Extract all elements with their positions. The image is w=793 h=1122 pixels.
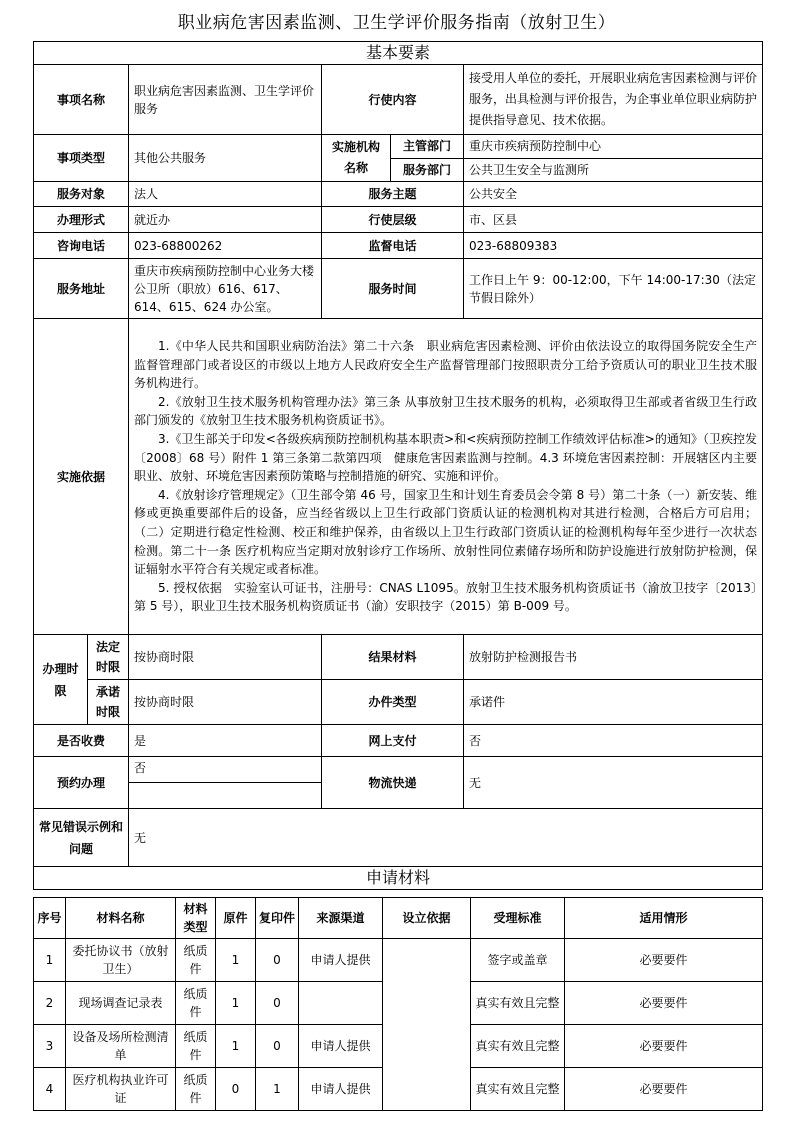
row-type: 纸质件 <box>176 1068 216 1111</box>
online-pay-value: 否 <box>464 725 763 757</box>
row-source: 申请人提供 <box>299 939 383 982</box>
faq-value: 无 <box>129 809 763 867</box>
theme-value: 公共安全 <box>464 182 763 207</box>
form-value: 就近办 <box>129 207 322 233</box>
basic-elements-table <box>33 41 763 890</box>
type-label: 事项类型 <box>34 135 129 182</box>
basis-item-4: 4.《放射诊疗管理规定》（卫生部令第 46 号，国家卫生和计划生育委员会令第 8 号）第二十条（一）新安装、维修或更换重要部件后的设备，应当经省级以上卫生行政部门资质认证的检测机构对其进行检测，合格后方可启用；（二）定期进行稳定性检测、校正和维护保养，由省级以上卫生行政部门资质认证的检测机构每年至少进行一次状态检测。第二十一条 医疗机构应当定期对放射诊疗工作场所、放射性同位素储存场所和防护设施进行放射防护检测，保证辐射水平符合有关规定或者标准。 <box>134 487 758 577</box>
sup-phone-label: 监督电话 <box>322 233 464 259</box>
basis-item-3: 3.《卫生部关于印发<各级疾病预防控制机构基本职责>和<疾病预防控制工作绩效评估标准>的通知》（卫疾控发〔2008〕68 号）附件 1 第三条第二款第四项 健康危害因素监测与控制。4.3 环境危害因素控制：开展辖区内主要职业、放射、环境危害因素预防策略与控制措施的研究、实施和评价。 <box>134 432 758 484</box>
dept-main-label: 主管部门 <box>391 135 464 159</box>
hours-value: 工作日上午 9：00-12:00，下午 14:00-17:30（法定节假日除外） <box>464 259 763 319</box>
form-label: 办理形式 <box>34 207 129 233</box>
row-original: 1 <box>216 1025 256 1068</box>
fee-label: 是否收费 <box>34 725 129 757</box>
row-case: 必要要件 <box>565 1068 763 1111</box>
faq-label: 常见错误示例和问题 <box>34 809 129 867</box>
header-source: 来源渠道 <box>299 898 383 939</box>
row-type: 纸质件 <box>176 982 216 1025</box>
type-value: 其他公共服务 <box>129 135 322 182</box>
row-no: 2 <box>34 982 66 1025</box>
materials-header-row <box>34 898 763 939</box>
dept-service-value: 公共卫生安全与监测所 <box>464 158 763 182</box>
hours-label: 服务时间 <box>322 259 464 319</box>
agency-label: 实施机构名称 <box>322 135 391 182</box>
doc-type-value: 承诺件 <box>464 680 763 725</box>
basis-text <box>129 319 763 635</box>
target-label: 服务对象 <box>34 182 129 207</box>
theme-label: 服务主题 <box>322 182 464 207</box>
header-name: 材料名称 <box>66 898 176 939</box>
dept-service-label: 服务部门 <box>391 158 464 182</box>
row-name: 现场调查记录表 <box>66 982 176 1025</box>
row-case: 必要要件 <box>565 1025 763 1068</box>
item-name-value: 职业病危害因素监测、卫生学评价服务 <box>129 65 322 135</box>
header-standard: 受理标准 <box>471 898 565 939</box>
header-no: 序号 <box>34 898 66 939</box>
content-value: 接受用人单位的委托，开展职业病危害因素检测与评价服务，出具检测与评价报告，为企事业单位职业病防护提供指导意见、技术依据。 <box>464 65 763 135</box>
address-label: 服务地址 <box>34 259 129 319</box>
section-materials-title: 申请材料 <box>34 867 763 890</box>
section-basic-title: 基本要素 <box>34 42 763 65</box>
fee-value: 是 <box>129 725 322 757</box>
row-no: 3 <box>34 1025 66 1068</box>
header-original: 原件 <box>216 898 256 939</box>
row-source: 申请人提供 <box>299 1025 383 1068</box>
row-original: 1 <box>216 982 256 1025</box>
result-label: 结果材料 <box>322 635 464 680</box>
logistics-value: 无 <box>464 757 763 809</box>
level-value: 市、区县 <box>464 207 763 233</box>
basis-item-2: 2.《放射卫生技术服务机构管理办法》第三条 从事放射卫生技术服务的机构，必须取得卫生部或者省级卫生行政部门颁发的《放射卫生技术服务机构资质证书》。 <box>134 394 758 428</box>
row-standard: 签字或盖章 <box>471 939 565 982</box>
basis-item-5: 5. 授权依据 实验室认可证书，注册号：CNAS L1095。放射卫生技术服务机构资质证书（渝放卫技字〔2013〕第 5 号），职业卫生技术服务机构资质证书（渝）安职技字（2015）第 B-009 号。 <box>134 580 758 614</box>
row-standard: 真实有效且完整 <box>471 1068 565 1111</box>
row-source <box>299 982 383 1025</box>
content-label: 行使内容 <box>322 65 464 135</box>
row-no: 4 <box>34 1068 66 1111</box>
result-value: 放射防护检测报告书 <box>464 635 763 680</box>
basis-label: 实施依据 <box>34 319 129 635</box>
time-limit-label: 办理时限 <box>34 635 88 725</box>
header-basis: 设立依据 <box>383 898 471 939</box>
phone-value: 023-68800262 <box>129 233 322 259</box>
header-copy: 复印件 <box>256 898 299 939</box>
target-value: 法人 <box>129 182 322 207</box>
legal-limit-label: 法定时限 <box>88 635 129 680</box>
row-copy: 0 <box>256 1025 299 1068</box>
address-value: 重庆市疾病预防控制中心业务大楼公卫所（职放）616、617、614、615、624 办公室。 <box>129 259 322 319</box>
row-standard: 真实有效且完整 <box>471 982 565 1025</box>
row-standard: 真实有效且完整 <box>471 1025 565 1068</box>
header-type: 材料类型 <box>176 898 216 939</box>
dept-main-value: 重庆市疾病预防控制中心 <box>464 135 763 159</box>
level-label: 行使层级 <box>322 207 464 233</box>
row-case: 必要要件 <box>565 982 763 1025</box>
row-name: 委托协议书（放射卫生） <box>66 939 176 982</box>
table-row <box>34 939 763 982</box>
basis-item-1: 1.《中华人民共和国职业病防治法》第二十六条 职业病危害因素检测、评价由依法设立的取得国务院安全生产监督管理部门或者设区的市级以上地方人民政府安全生产监督管理部门按照职责分工给予资质认可的职业卫生技术服务机构进行。 <box>134 339 758 391</box>
row-original: 1 <box>216 939 256 982</box>
legal-limit-value: 按协商时限 <box>129 635 322 680</box>
reserve-blank-cell <box>129 783 322 809</box>
header-case: 适用情形 <box>565 898 763 939</box>
sup-phone-value: 023-68809383 <box>464 233 763 259</box>
document-title: 职业病危害因素监测、卫生学评价服务指南（放射卫生） <box>177 13 616 33</box>
phone-label: 咨询电话 <box>34 233 129 259</box>
row-name: 医疗机构执业许可证 <box>66 1068 176 1111</box>
promised-limit-value: 按协商时限 <box>129 680 322 725</box>
online-pay-label: 网上支付 <box>322 725 464 757</box>
row-copy: 0 <box>256 982 299 1025</box>
reserve-label: 预约办理 <box>34 757 129 809</box>
row-copy: 0 <box>256 939 299 982</box>
materials-table <box>33 897 763 1111</box>
row-name: 设备及场所检测清单 <box>66 1025 176 1068</box>
row-original: 0 <box>216 1068 256 1111</box>
row-type: 纸质件 <box>176 1025 216 1068</box>
row-basis-merged <box>383 939 471 1111</box>
row-copy: 1 <box>256 1068 299 1111</box>
promised-limit-label: 承诺时限 <box>88 680 129 725</box>
row-type: 纸质件 <box>176 939 216 982</box>
row-case: 必要要件 <box>565 939 763 982</box>
row-no: 1 <box>34 939 66 982</box>
logistics-label: 物流快递 <box>322 757 464 809</box>
reserve-value: 否 <box>129 757 322 783</box>
item-name-label: 事项名称 <box>34 65 129 135</box>
doc-type-label: 办件类型 <box>322 680 464 725</box>
row-source: 申请人提供 <box>299 1068 383 1111</box>
